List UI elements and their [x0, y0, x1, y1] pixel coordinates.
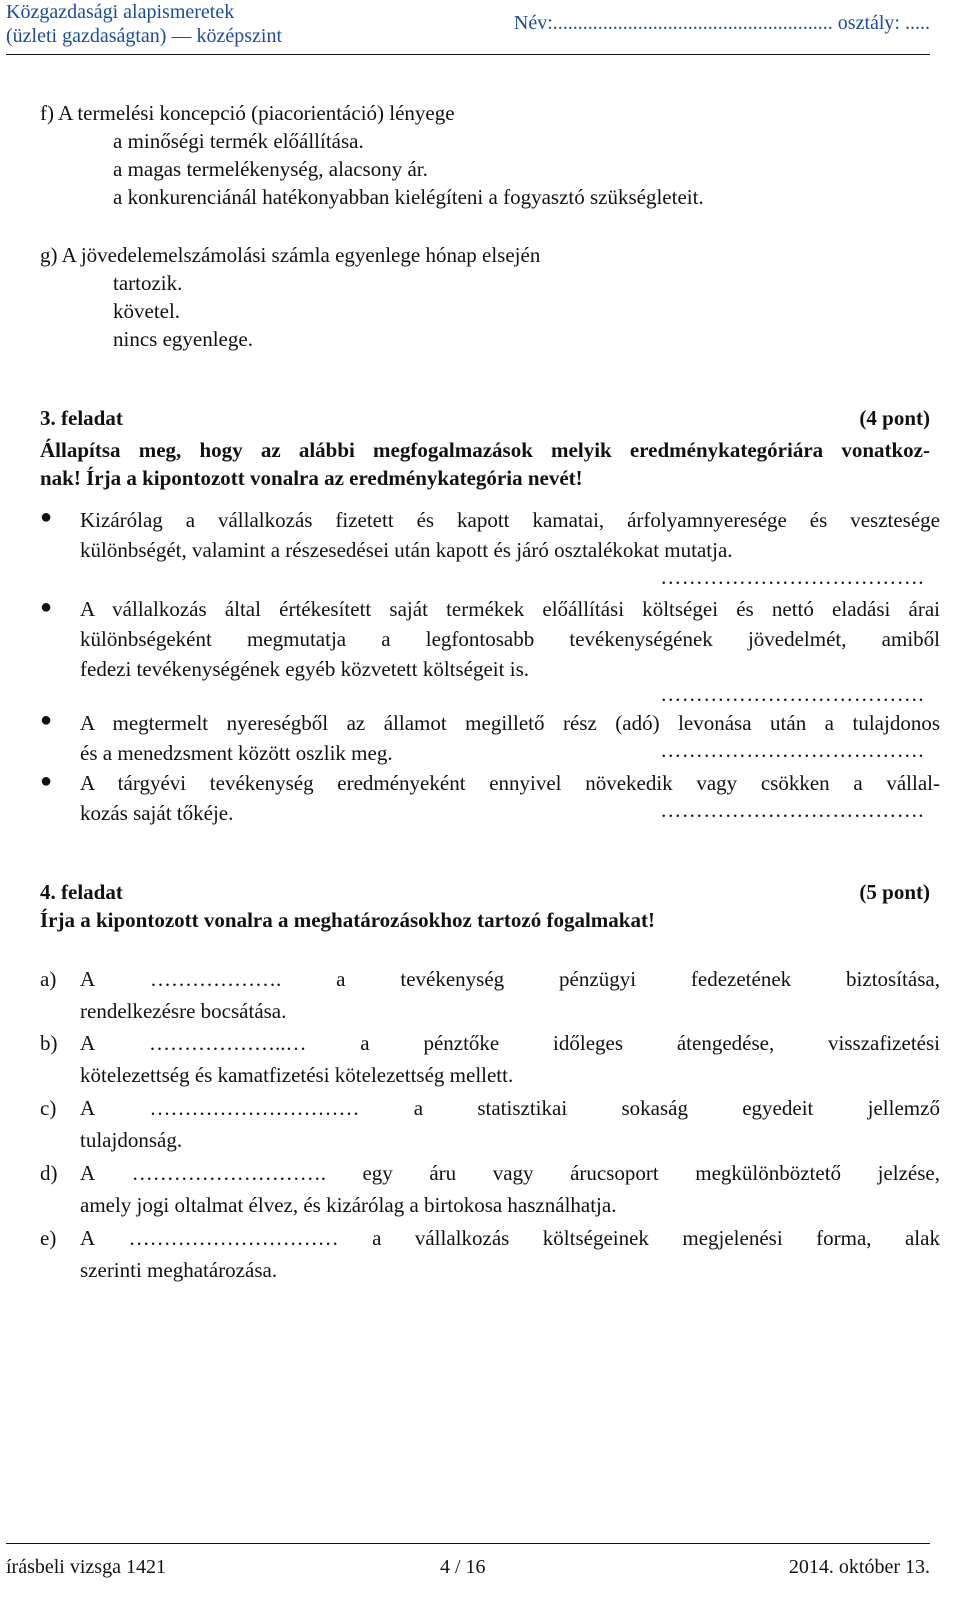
bullet-icon: ●: [40, 770, 53, 792]
task3-item-1: Kizárólag a vállalkozás fizetett és kapott kamatai, árfolyamnyeresége és vesztesége különbségét, valamint a részesedései után kapott és járó osztalékokat mutatja.: [80, 508, 940, 562]
bullet-icon: ●: [40, 506, 53, 528]
answer-blank-e[interactable]: …………………………: [128, 1226, 339, 1250]
definition-continuation: amely jogi oltalmat élvez, és kizárólag a birtokosa használhatja.: [80, 1193, 617, 1217]
question-g-option: tartozik.: [113, 271, 183, 295]
answer-blank-4[interactable]: ……………………………….: [660, 798, 924, 822]
bullet-icon: ●: [40, 596, 53, 618]
question-g-stem: g) A jövedelemelszámolási számla egyenlege hónap elsején: [40, 243, 541, 267]
answer-blank-3[interactable]: ……………………………….: [660, 738, 924, 762]
task4-title: 4. feladat: [40, 880, 123, 904]
subject-subtitle: (üzleti gazdaságtan) — középszint: [6, 25, 282, 47]
definition-continuation: szerinti meghatározása.: [80, 1258, 278, 1282]
definition-first-line: A ………………………… a statisztikai sokaság egyedeit jellemző: [80, 1092, 940, 1124]
answer-blank-2[interactable]: ……………………………….: [660, 682, 924, 706]
question-f-option: a magas termelékenység, alacsony ár.: [113, 157, 428, 181]
task4-instruction: Írja a kipontozott vonalra a meghatározásokhoz tartozó fogalmakat!: [40, 908, 655, 932]
task3-points: (4 pont): [859, 406, 930, 430]
definition-first-line: A ………………………. egy áru vagy árucsoport megkülönböztető jelzése,: [80, 1157, 940, 1189]
task3-item-4: A tárgyévi tevékenység eredményeként ennyivel növekedik vagy csökken a vállal- kozás saját tőkéje.: [80, 771, 940, 825]
question-f-stem: f) A termelési koncepció (piacorientáció) lényege: [40, 101, 455, 125]
task3-title: 3. feladat: [40, 406, 123, 430]
subject-title: Közgazdasági alapismeretek: [6, 1, 235, 23]
definition-letter: e): [40, 1226, 57, 1250]
bullet-icon: ●: [40, 709, 53, 731]
task4-points: (5 pont): [859, 880, 930, 904]
definition-letter: d): [40, 1161, 58, 1185]
definition-first-line: A ………………. a tevékenység pénzügyi fedezetének biztosítása,: [80, 963, 940, 995]
answer-blank-c[interactable]: …………………………: [149, 1096, 360, 1120]
question-f-option: a konkurenciánál hatékonyabban kielégíteni a fogyasztó szükségleteit.: [113, 185, 704, 209]
question-g-option: nincs egyenlege.: [113, 327, 253, 351]
task3-item-3: A megtermelt nyereségből az államot megillető rész (adó) levonása után a tulajdonos és a menedzsment között oszlik meg.: [80, 711, 940, 765]
answer-blank-1[interactable]: ……………………………….: [660, 565, 924, 589]
answer-blank-b[interactable]: ………………..…: [148, 1031, 307, 1055]
answer-blank-d[interactable]: ……………………….: [131, 1161, 326, 1185]
name-class-field: Név:........................................................ osztály: .....: [513, 12, 930, 34]
footer-date: 2014. október 13.: [788, 1556, 930, 1578]
question-f-option: a minőségi termék előállítása.: [113, 129, 364, 153]
footer-exam-id: írásbeli vizsga 1421: [6, 1556, 166, 1578]
definition-continuation: tulajdonság.: [80, 1128, 183, 1152]
question-g-option: követel.: [113, 299, 181, 323]
definition-first-line: A ………………………… a vállalkozás költségeinek megjelenési forma, alak: [80, 1222, 940, 1254]
definition-letter: c): [40, 1096, 57, 1120]
task3-instruction-line1: Állapítsa meg, hogy az alábbi megfogalmazások melyik eredménykategóriára vonatkoz-: [40, 438, 930, 462]
footer-divider: [6, 1543, 930, 1544]
task3-instruction-line2: nak! Írja a kipontozott vonalra az eredménykategória nevét!: [40, 466, 583, 490]
footer-page-number: 4 / 16: [440, 1556, 486, 1578]
header-divider: [6, 54, 930, 55]
definition-first-line: A ………………..… a pénztőke időleges átengedése, visszafizetési: [80, 1027, 940, 1059]
answer-blank-a[interactable]: ……………….: [150, 967, 282, 991]
definition-letter: a): [40, 967, 57, 991]
task3-item-2: A vállalkozás által értékesített saját termékek előállítási költségei és nettó eladási árai különbségeként megmutatja a legfontosabb tevékenységének jövedelmét, amiből fedezi tevékenységének egyéb közvetett költségeit is.: [80, 597, 940, 681]
definition-letter: b): [40, 1031, 58, 1055]
definition-continuation: rendelkezésre bocsátása.: [80, 999, 287, 1023]
definition-continuation: kötelezettség és kamatfizetési kötelezettség mellett.: [80, 1063, 514, 1087]
page-header-subject: [6, 0, 282, 48]
